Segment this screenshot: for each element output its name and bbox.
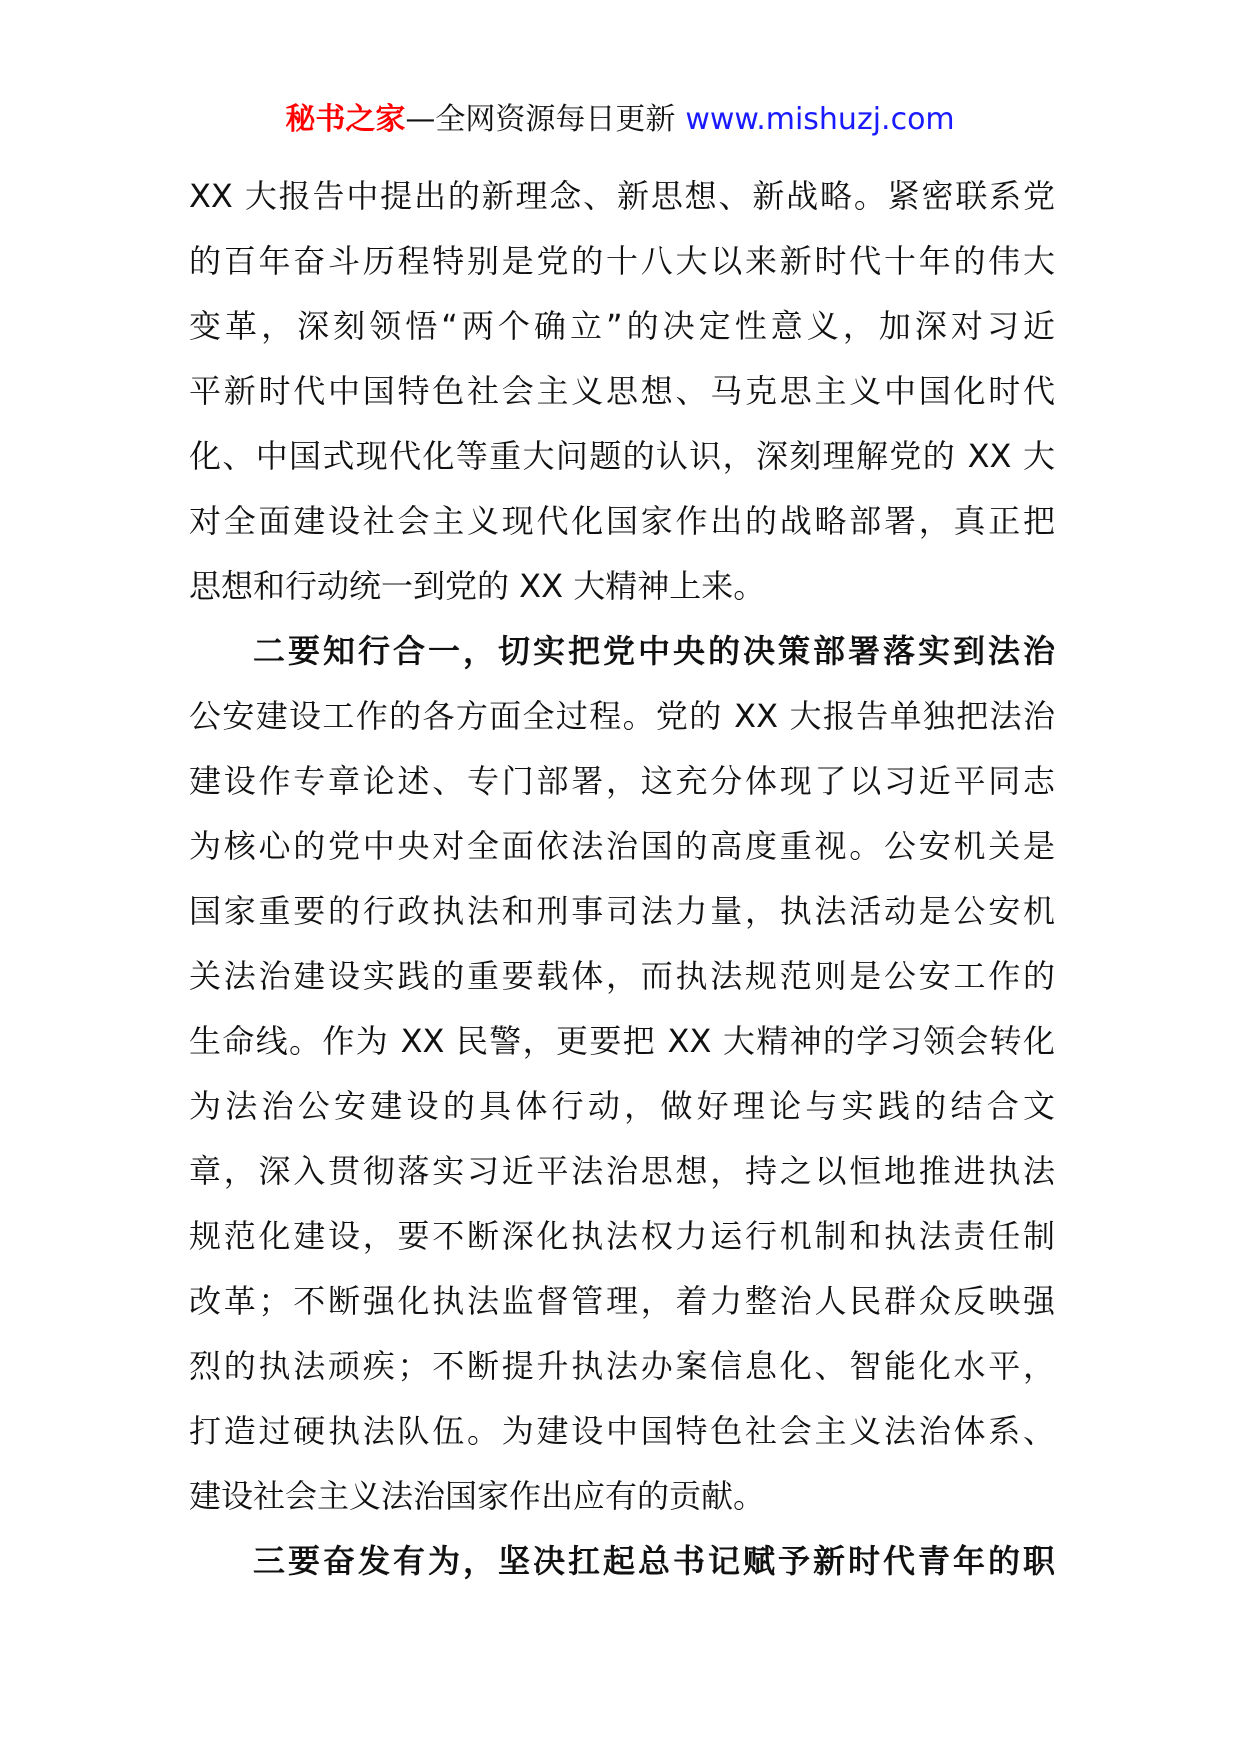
text-line: 打造过硬执法队伍。为建设中国特色社会主义法治体系、 [189, 1412, 1055, 1450]
brand-name: 秘书之家 [285, 102, 406, 137]
text-line: 生命线。作为 XX 民警，更要把 XX 大精神的学习领会转化 [189, 1022, 1055, 1060]
text-line: 公安建设工作的各方面全过程。党的 XX 大报告单独把法治 [189, 697, 1055, 735]
text-line: 变革，深刻领悟“两个确立”的决定性意义，加深对习近 [189, 307, 1055, 345]
text-line: 的百年奋斗历程特别是党的十八大以来新时代十年的伟大 [189, 242, 1055, 280]
text-line: 章，深入贯彻落实习近平法治思想，持之以恒地推进执法 [189, 1152, 1055, 1190]
text-line: 对全面建设社会主义现代化国家作出的战略部署，真正把 [189, 502, 1055, 540]
text-line: 烈的执法顽疾；不断提升执法办案信息化、智能化水平， [189, 1347, 1055, 1385]
paragraph-lead-line: 三要奋发有为，坚决扛起总书记赋予新时代青年的职 [253, 1542, 1055, 1580]
text-line: 建设作专章论述、专门部署，这充分体现了以习近平同志 [189, 762, 1055, 800]
text-line: 国家重要的行政执法和刑事司法力量，执法活动是公安机 [189, 892, 1055, 930]
page-header [0, 98, 1240, 142]
text-line: 关法治建设实践的重要载体，而执法规范则是公安工作的 [189, 957, 1055, 995]
text-line: 改革；不断强化执法监督管理，着力整治人民群众反映强 [189, 1282, 1055, 1320]
text-line: 思想和行动统一到党的 XX 大精神上来。 [189, 567, 766, 605]
text-line: 规范化建设，要不断深化执法权力运行机制和执法责任制 [189, 1217, 1055, 1255]
text-line: 平新时代中国特色社会主义思想、马克思主义中国化时代 [189, 372, 1055, 410]
text-line: 为法治公安建设的具体行动，做好理论与实践的结合文 [189, 1087, 1055, 1125]
text-line: XX 大报告中提出的新理念、新思想、新战略。紧密联系党 [189, 177, 1055, 215]
header-tagline: —全网资源每日更新 [405, 102, 676, 137]
text-line: 为核心的党中央对全面依法治国的高度重视。公安机关是 [189, 827, 1055, 865]
document-body [189, 164, 1055, 1594]
text-line: 化、中国式现代化等重大问题的认识，深刻理解党的 XX 大 [189, 437, 1055, 475]
website-link[interactable]: www.mishuzj.com [685, 102, 955, 137]
paragraph-lead-line: 二要知行合一，切实把党中央的决策部署落实到法治 [253, 632, 1055, 670]
text-line: 建设社会主义法治国家作出应有的贡献。 [189, 1477, 766, 1515]
